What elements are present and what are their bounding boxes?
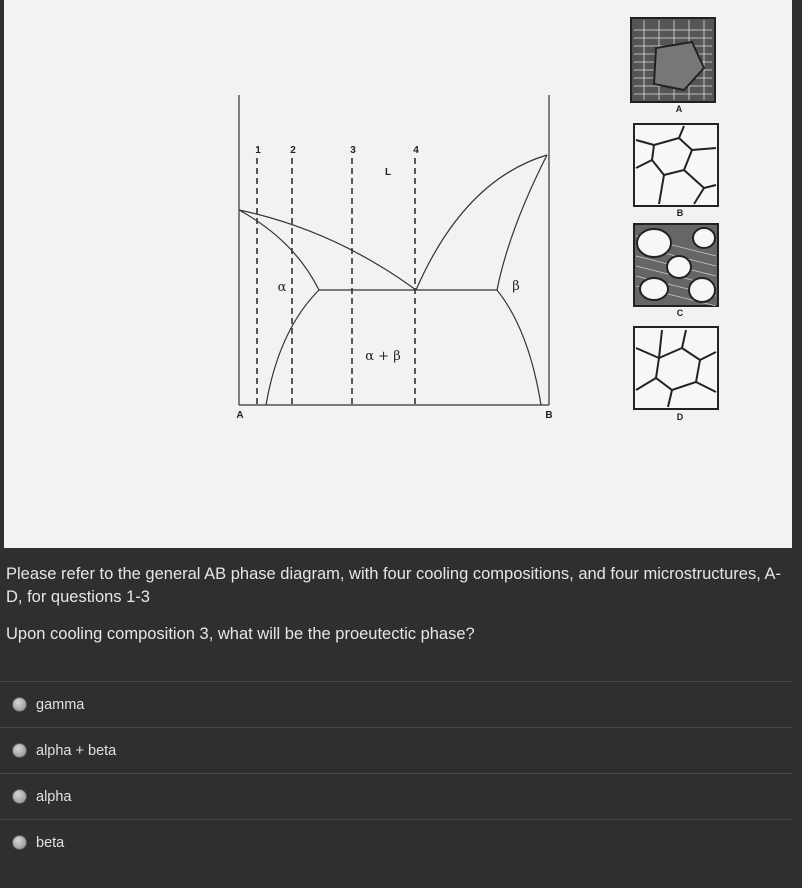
radio-button[interactable] bbox=[12, 697, 27, 712]
micro-label-b: B bbox=[676, 208, 684, 218]
composition-label-1: 1 bbox=[255, 145, 261, 156]
option-label: alpha + beta bbox=[36, 742, 117, 759]
microstructure-d bbox=[634, 327, 718, 422]
micro-label-c: C bbox=[676, 308, 684, 318]
axis-label-b: B bbox=[545, 410, 553, 421]
alpha-solidus bbox=[239, 210, 319, 290]
axis-label-a: A bbox=[236, 410, 244, 421]
composition-label-4: 4 bbox=[413, 145, 419, 156]
option-alpha-beta[interactable] bbox=[0, 727, 792, 773]
microstructure-b bbox=[634, 124, 718, 218]
radio-button[interactable] bbox=[12, 835, 27, 850]
microstructure-a bbox=[631, 18, 715, 114]
phase-diagram-svg bbox=[4, 0, 792, 548]
phase-diagram-figure bbox=[4, 0, 792, 548]
intro-text: Please refer to the general AB phase diagram, with four cooling compositions, and four microstructures, A-D, for questions 1-3 bbox=[6, 565, 781, 606]
option-label: beta bbox=[36, 834, 65, 851]
option-beta[interactable] bbox=[0, 819, 792, 865]
liquid-region-label: L bbox=[384, 167, 392, 178]
radio-button[interactable] bbox=[12, 789, 27, 804]
composition-label-2: 2 bbox=[290, 145, 296, 156]
beta-liquidus bbox=[416, 155, 547, 290]
alpha-solvus bbox=[266, 290, 319, 405]
question-text-block bbox=[6, 563, 786, 646]
option-alpha[interactable] bbox=[0, 773, 792, 819]
option-label: alpha bbox=[36, 788, 72, 805]
microstructure-c bbox=[634, 224, 718, 318]
option-label: gamma bbox=[36, 696, 85, 713]
micro-label-d: D bbox=[676, 412, 684, 422]
radio-button[interactable] bbox=[12, 743, 27, 758]
beta-region-label: β bbox=[512, 279, 520, 294]
answer-options bbox=[0, 681, 792, 865]
alpha-region-label: α bbox=[277, 280, 287, 295]
question-text: Upon cooling composition 3, what will be the proeutectic phase? bbox=[6, 625, 475, 643]
option-gamma[interactable] bbox=[0, 681, 792, 727]
micro-label-a: A bbox=[675, 104, 683, 114]
alpha-liquidus bbox=[239, 210, 416, 290]
composition-label-3: 3 bbox=[350, 145, 356, 156]
alpha-beta-region-label: α + β bbox=[365, 349, 401, 364]
beta-solvus bbox=[497, 290, 541, 405]
